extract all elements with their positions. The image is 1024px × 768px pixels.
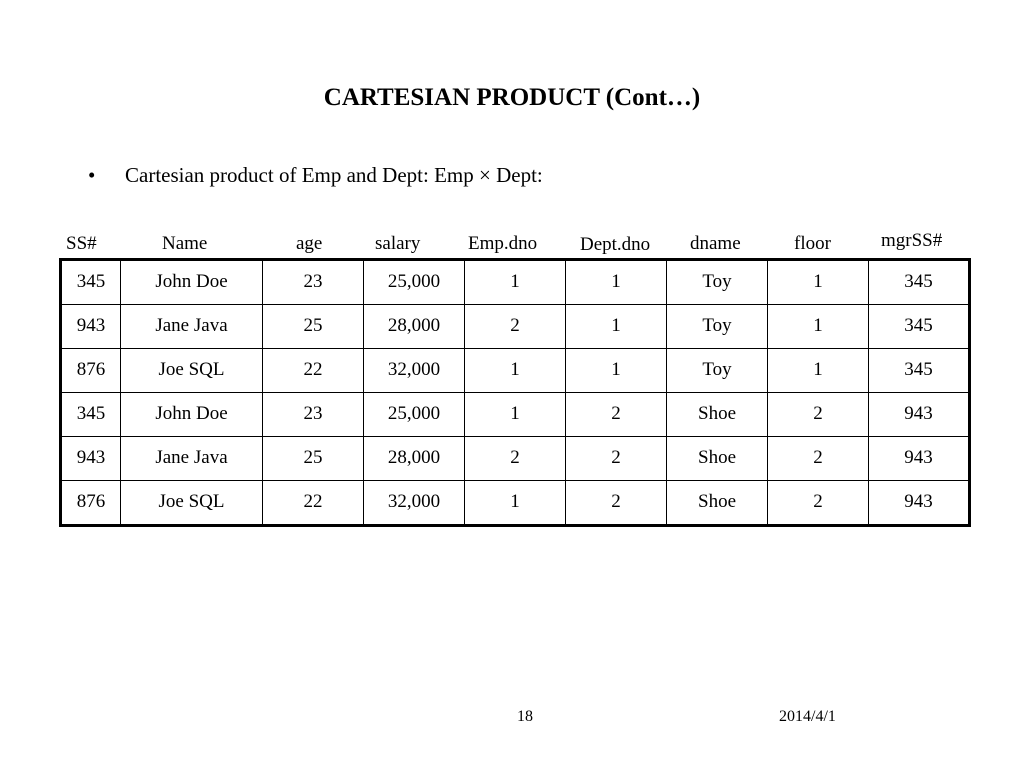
- page-number: 18: [517, 708, 533, 725]
- table-cell: 1: [768, 260, 869, 305]
- table-cell: 2: [768, 393, 869, 437]
- table-cell: 22: [263, 481, 364, 526]
- table-cell: 25: [263, 437, 364, 481]
- table-cell: 2: [768, 481, 869, 526]
- table-cell: 2: [768, 437, 869, 481]
- table-row: [61, 481, 970, 526]
- table-cell: 28,000: [364, 305, 465, 349]
- table-cell: 32,000: [364, 481, 465, 526]
- table-cell: Shoe: [667, 481, 768, 526]
- table-cell: Joe SQL: [121, 349, 263, 393]
- table-cell: 345: [869, 305, 970, 349]
- table-cell: 943: [869, 481, 970, 526]
- table-cell: 25,000: [364, 260, 465, 305]
- table-cell: 25: [263, 305, 364, 349]
- table-row: [61, 260, 970, 305]
- column-header-name: Name: [162, 233, 208, 254]
- column-header-dname: dname: [690, 233, 741, 254]
- column-header-floor: floor: [794, 233, 831, 254]
- table-cell: 2: [465, 437, 566, 481]
- table-cell: 943: [869, 393, 970, 437]
- column-header-dept-dno: Dept.dno: [580, 234, 651, 255]
- table-cell: John Doe: [121, 393, 263, 437]
- table-cell: Joe SQL: [121, 481, 263, 526]
- table-cell: 1: [566, 349, 667, 393]
- table-cell: 943: [869, 437, 970, 481]
- table-row: [61, 393, 970, 437]
- column-header-ss: SS#: [66, 233, 97, 254]
- table-cell: 32,000: [364, 349, 465, 393]
- table-cell: 1: [768, 305, 869, 349]
- table-cell: 943: [61, 305, 121, 349]
- table-cell: 876: [61, 481, 121, 526]
- bullet-symbol: •: [88, 163, 96, 187]
- table-cell: 1: [465, 393, 566, 437]
- bullet-text: Cartesian product of Emp and Dept: Emp × Dept:: [125, 163, 543, 187]
- table-cell: 876: [61, 349, 121, 393]
- table-cell: 1: [768, 349, 869, 393]
- column-header-emp-dno: Emp.dno: [468, 233, 538, 254]
- table-row: [61, 349, 970, 393]
- table-cell: 23: [263, 393, 364, 437]
- table-cell: Toy: [667, 349, 768, 393]
- slide-date: 2014/4/1: [779, 708, 836, 725]
- table-cell: 1: [465, 260, 566, 305]
- column-header-salary: salary: [375, 233, 421, 254]
- bullet-item: [88, 163, 543, 188]
- table-cell: 25,000: [364, 393, 465, 437]
- slide-title: CARTESIAN PRODUCT (Cont…): [323, 84, 701, 111]
- table-cell: 2: [566, 437, 667, 481]
- table-cell: 1: [465, 349, 566, 393]
- table-cell: 1: [566, 305, 667, 349]
- table-cell: Toy: [667, 305, 768, 349]
- table-cell: 23: [263, 260, 364, 305]
- table-cell: 1: [465, 481, 566, 526]
- table-cell: 2: [566, 393, 667, 437]
- table-cell: John Doe: [121, 260, 263, 305]
- table-cell: Jane Java: [121, 305, 263, 349]
- table-row: [61, 305, 970, 349]
- table-cell: 1: [566, 260, 667, 305]
- table-cell: 2: [566, 481, 667, 526]
- table-cell: Shoe: [667, 393, 768, 437]
- column-header-age: age: [296, 233, 323, 254]
- table-cell: 345: [869, 260, 970, 305]
- table-cell: 943: [61, 437, 121, 481]
- table-cell: Toy: [667, 260, 768, 305]
- table-cell: 28,000: [364, 437, 465, 481]
- cartesian-product-table: [59, 258, 971, 527]
- column-header-mgr-ss: mgrSS#: [881, 230, 943, 251]
- table-cell: 2: [465, 305, 566, 349]
- table-cell: 345: [61, 393, 121, 437]
- table-row: [61, 437, 970, 481]
- table-cell: 22: [263, 349, 364, 393]
- table-cell: Shoe: [667, 437, 768, 481]
- table-cell: 345: [61, 260, 121, 305]
- table-cell: 345: [869, 349, 970, 393]
- table-cell: Jane Java: [121, 437, 263, 481]
